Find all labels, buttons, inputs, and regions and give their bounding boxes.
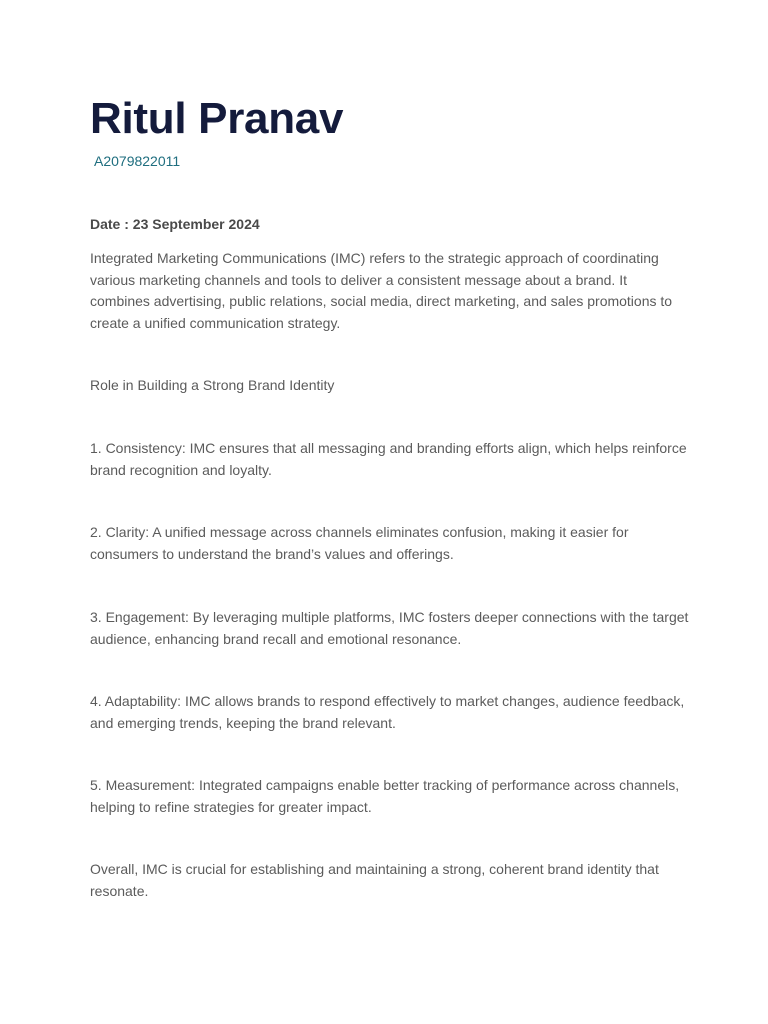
point-measurement: 5. Measurement: Integrated campaigns enable better tracking of performance across channels, helping to refine strategies for greater impact. (90, 777, 680, 815)
date-line: Date : 23 September 2024 (90, 216, 260, 232)
point-clarity: 2. Clarity: A unified message across channels eliminates confusion, making it easier for consumers to understand the brand’s values and offerings. (90, 524, 629, 562)
intro-paragraph: Integrated Marketing Communications (IMC) refers to the strategic approach of coordinating various marketing channels and tools to deliver a consistent message about a brand. It combines advertising, public relations, social media, direct marketing, and sales promotions to create a unified communication strategy. (90, 250, 673, 331)
student-id: A2079822011 (94, 153, 181, 169)
point-engagement: 3. Engagement: By leveraging multiple platforms, IMC fosters deeper connections with the target audience, enhancing brand recall and emotional resonance. (90, 609, 689, 647)
section-heading: Role in Building a Strong Brand Identity (90, 377, 335, 393)
conclusion-paragraph: Overall, IMC is crucial for establishing and maintaining a strong, coherent brand identity that resonate. (90, 861, 659, 899)
point-consistency: 1. Consistency: IMC ensures that all messaging and branding efforts align, which helps reinforce brand recognition and loyalty. (90, 440, 687, 478)
point-adaptability: 4. Adaptability: IMC allows brands to respond effectively to market changes, audience feedback, and emerging trends, keeping the brand relevant. (90, 693, 685, 731)
author-name-title: Ritul Pranav (90, 94, 344, 143)
